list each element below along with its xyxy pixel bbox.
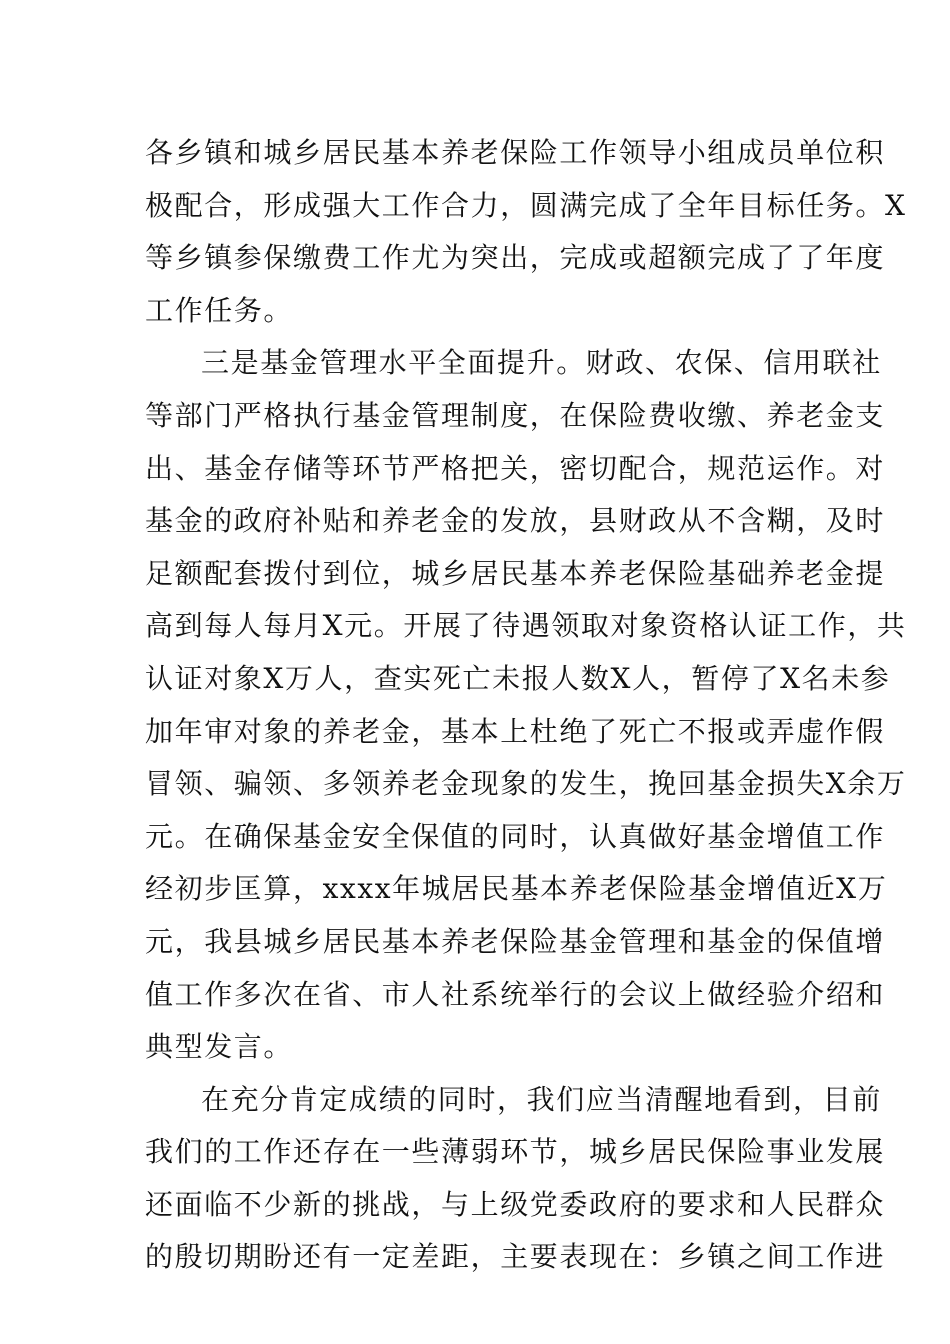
text-line: 高到每人每月X元。开展了待遇领取对象资格认证工作，共 xyxy=(145,609,907,643)
text-line: 基金的政府补贴和养老金的发放，县财政从不含糊，及时 xyxy=(145,504,886,538)
text-line: 元。在确保基金安全保值的同时，认真做好基金增值工作 xyxy=(145,819,886,853)
text-line: 元，我县城乡居民基本养老保险基金管理和基金的保值增 xyxy=(145,924,886,958)
text-line: 认证对象X万人，查实死亡未报人数X人，暂停了X名未参 xyxy=(145,661,891,695)
paragraph-first-line: 三是基金管理水平全面提升。财政、农保、信用联社 xyxy=(201,346,882,380)
text-line: 经初步匡算，xxxx年城居民基本养老保险基金增值近X万 xyxy=(145,872,888,906)
body-text xyxy=(145,127,907,1284)
paragraph-first-line: 在充分肯定成绩的同时，我们应当清醒地看到，目前 xyxy=(201,1082,882,1116)
text-line: 冒领、骗领、多领养老金现象的发生，挽回基金损失X余万 xyxy=(145,767,907,801)
text-line: 还面临不少新的挑战，与上级党委政府的要求和人民群众 xyxy=(145,1187,886,1221)
text-line: 各乡镇和城乡居民基本养老保险工作领导小组成员单位积 xyxy=(145,136,886,169)
text-line: 等部门严格执行基金管理制度，在保险费收缴、养老金支 xyxy=(145,398,886,432)
text-line: 的殷切期盼还有一定差距，主要表现在：乡镇之间工作进 xyxy=(145,1240,886,1274)
text-line: 加年审对象的养老金，基本上杜绝了死亡不报或弄虚作假 xyxy=(145,714,886,748)
text-line: 我们的工作还存在一些薄弱环节，城乡居民保险事业发展 xyxy=(145,1135,886,1169)
text-line: 出、基金存储等环节严格把关，密切配合，规范运作。对 xyxy=(145,451,886,485)
text-line: 典型发言。 xyxy=(145,1030,294,1064)
text-line: 极配合，形成强大工作合力，圆满完成了全年目标任务。X xyxy=(145,188,907,222)
text-line: 工作任务。 xyxy=(145,293,294,327)
text-line: 值工作多次在省、市人社系统举行的会议上做经验介绍和 xyxy=(145,977,886,1011)
text-line: 足额配套拨付到位，城乡居民基本养老保险基础养老金提 xyxy=(145,556,886,590)
text-line: 等乡镇参保缴费工作尤为突出，完成或超额完成了了年度 xyxy=(145,241,886,275)
